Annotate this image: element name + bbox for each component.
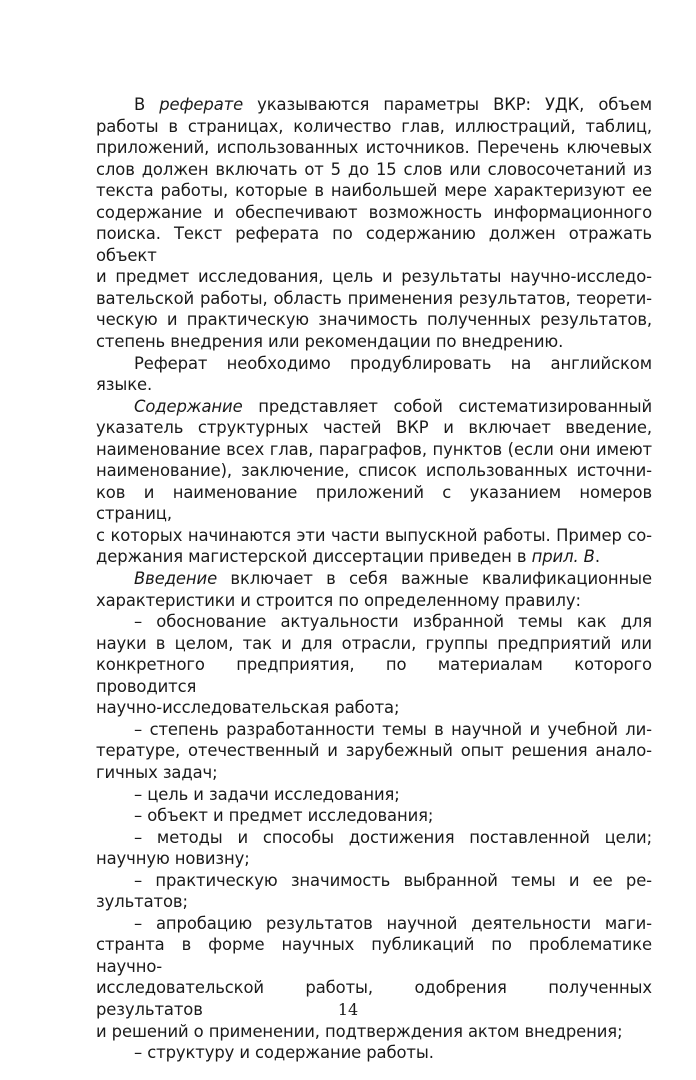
- text-line: тературе, отечественный и зарубежный опыт решения анало-: [96, 741, 652, 761]
- text-line: поиска. Текст реферата по содержанию должен отражать объект: [96, 224, 652, 265]
- text-run: включает в себя важные квалификационные: [217, 569, 652, 589]
- text-line: – степень разработанности темы в научной и учебной ли-: [134, 719, 652, 739]
- text-line: наименование всех глав, параграфов, пунктов (если они имеют: [96, 439, 652, 459]
- text-line: характеристики и строится по определенному правилу:: [96, 590, 581, 610]
- text-run: представляет собой систематизированный: [242, 396, 652, 416]
- text-line: исследовательской работы, одобрения полученных результатов: [96, 978, 652, 1019]
- paragraph-item-5: [96, 827, 652, 870]
- paragraph-contents: [96, 396, 652, 568]
- text-line: – структуру и содержание работы.: [134, 1043, 434, 1063]
- text-line: зультатов;: [96, 892, 188, 912]
- text-line: – обоснование актуальности избранной темы как для: [134, 612, 652, 632]
- emphasized-term: реферате: [159, 95, 244, 114]
- text-line: – практическую значимость выбранной темы и ее ре-: [134, 870, 652, 890]
- text-line: [96, 94, 652, 116]
- text-line: научную новизну;: [96, 849, 250, 869]
- text-line: [96, 546, 652, 568]
- text-line: и решений о применении, подтверждения актом внедрения;: [96, 1021, 623, 1041]
- emphasized-term: Содержание: [134, 396, 243, 416]
- paragraph-item-6: [96, 870, 652, 913]
- text-line: конкретного предприятия, по материалам которого проводится: [96, 655, 652, 696]
- emphasized-term: прил. В: [531, 547, 595, 567]
- paragraph-introduction: [96, 568, 652, 611]
- paragraph-abstract: [96, 94, 652, 353]
- text-line: наименование), заключение, список использованных источни-: [96, 461, 652, 481]
- paragraph-item-2: [96, 719, 652, 784]
- text-line: ческую и практическую значимость полученных результатов,: [96, 310, 652, 330]
- text-line: – апробацию результатов научной деятельности маги-: [134, 913, 652, 933]
- text-line: указатель структурных частей ВКР и включает введение,: [96, 418, 652, 438]
- text-line: [96, 396, 652, 418]
- text-line: вательской работы, область применения результатов, теорети-: [96, 288, 652, 308]
- text-line: ков и наименование приложений с указанием номеров страниц,: [96, 482, 652, 524]
- text-line: степень внедрения или рекомендации по внедрению.: [96, 332, 564, 352]
- text-line: Реферат необходимо продублировать на английском: [134, 353, 652, 373]
- paragraph-english: [96, 353, 652, 396]
- page-number: 14: [337, 1000, 359, 1019]
- text-line: странта в форме научных публикаций по проблематике научно-: [96, 935, 652, 976]
- text-line: науки в целом, так и для отрасли, группы предприятий или: [96, 633, 652, 653]
- text-run: В: [134, 95, 160, 114]
- text-line: приложений, использованных источников. Перечень ключевых: [96, 138, 652, 158]
- text-line: работы в страницах, количество глав, иллюстраций, таблиц,: [96, 116, 652, 136]
- text-line: текста работы, которые в наибольшей мере характеризуют ее: [96, 181, 652, 201]
- paragraph-item-7: [96, 913, 652, 1042]
- text-line: гичных задач;: [96, 762, 218, 782]
- text-line: с которых начинаются эти части выпускной работы. Пример со-: [96, 525, 652, 545]
- paragraph-item-1: [96, 611, 652, 719]
- paragraph-item-3: [96, 784, 652, 806]
- text-line: – методы и способы достижения поставленной цели;: [134, 827, 652, 847]
- emphasized-term: Введение: [134, 569, 218, 589]
- text-line: научно-исследовательская работа;: [96, 698, 400, 718]
- text-line: содержание и обеспечивают возможность информационного: [96, 202, 652, 222]
- body-text: [96, 94, 652, 1064]
- text-run: указываются параметры ВКР: УДК, объем: [243, 95, 652, 114]
- paragraph-item-8: [96, 1042, 652, 1064]
- text-run: держания магистерской диссертации приведен в: [96, 547, 532, 567]
- text-line: языке.: [96, 375, 153, 395]
- text-line: [96, 568, 652, 590]
- text-line: – объект и предмет исследования;: [134, 806, 434, 826]
- text-line: слов должен включать от 5 до 15 слов или словосочетаний из: [96, 159, 652, 179]
- paragraph-item-4: [96, 805, 652, 827]
- text-line: – цель и задачи исследования;: [134, 784, 400, 804]
- text-run: .: [594, 547, 600, 567]
- text-line: и предмет исследования, цель и результаты научно-исследо-: [96, 267, 652, 287]
